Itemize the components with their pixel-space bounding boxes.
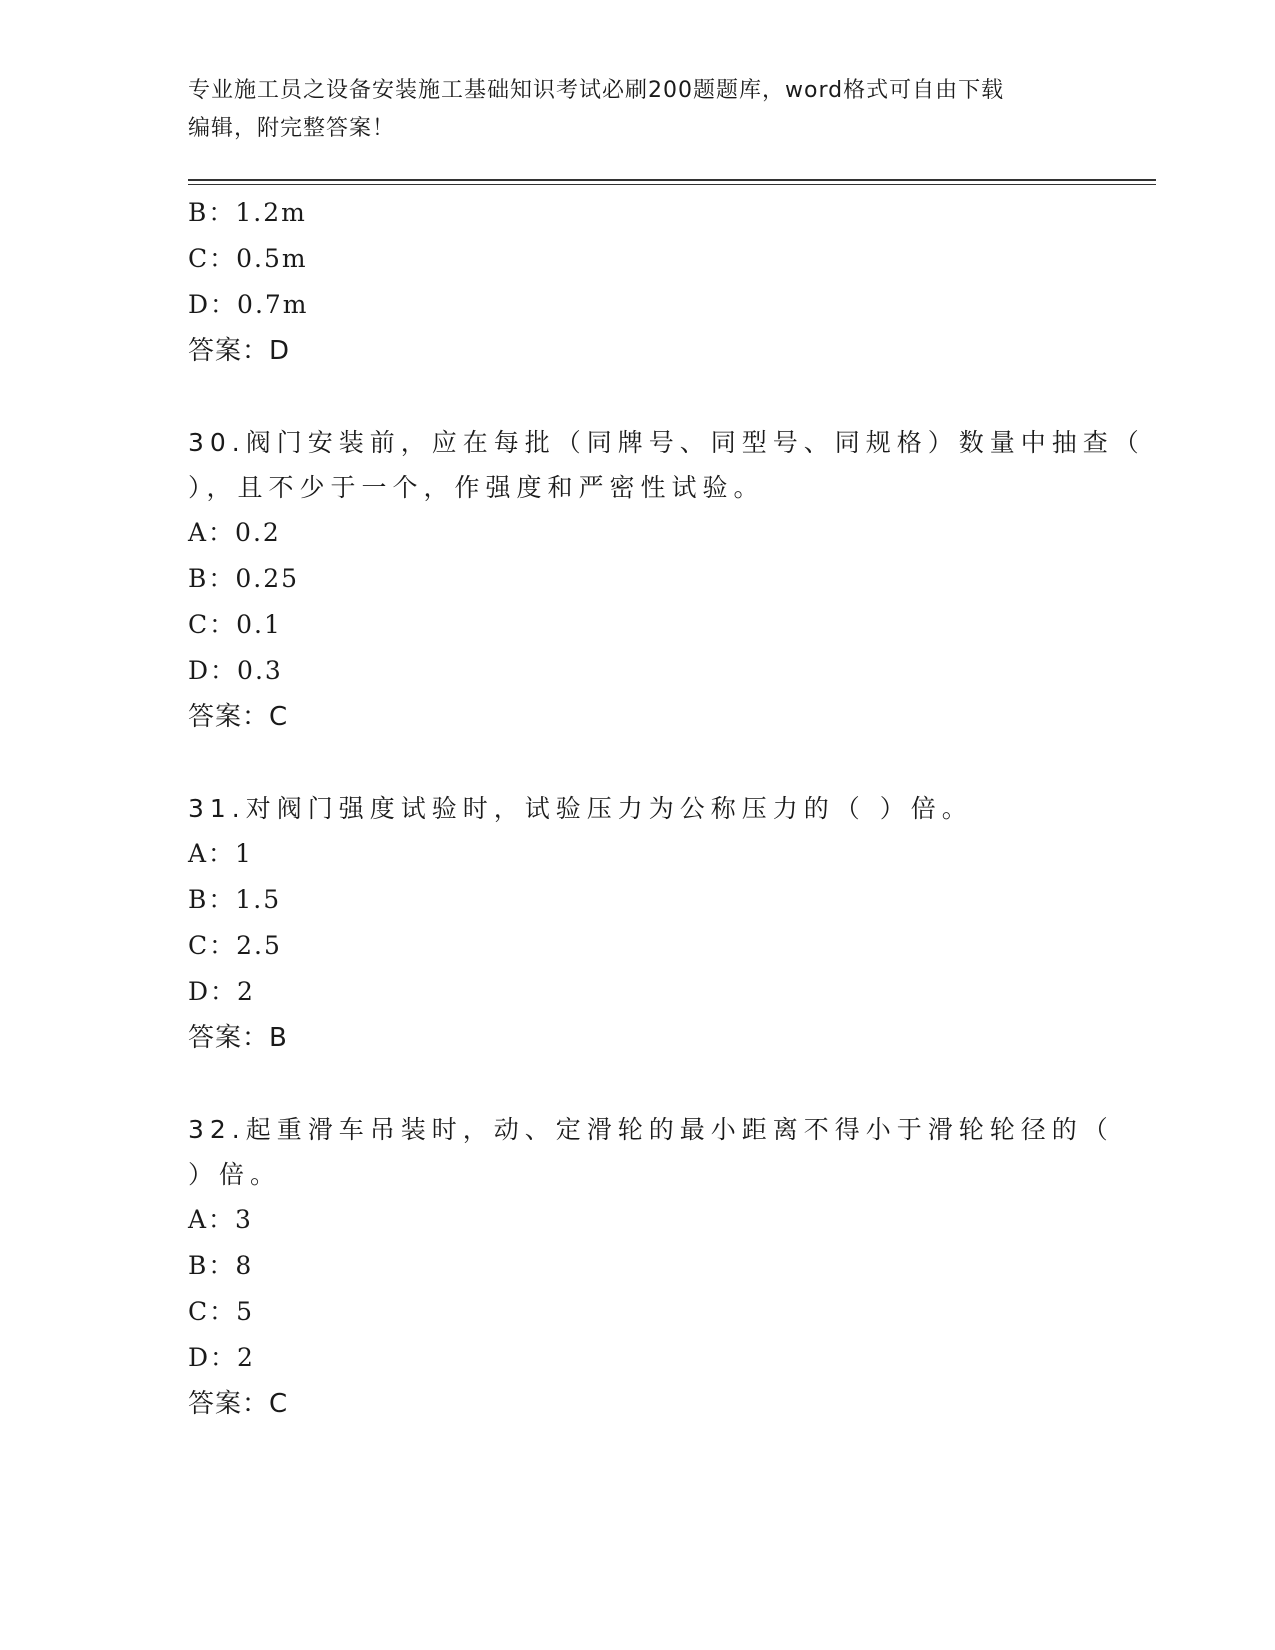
option-b: B：8 [188,1251,254,1280]
answer-line: 答案：B [188,1023,288,1053]
spacer [188,1061,1088,1107]
option-c: C：5 [188,1297,255,1326]
question-30 [188,420,1145,740]
option-d: D：0.7m [188,290,309,319]
question-text-line: ）倍。 [188,1160,282,1189]
question-text-line: 31.对阀门强度试验时，试验压力为公称压力的（ ）倍。 [188,794,973,823]
spacer [188,740,1088,786]
option-a: A：0.2 [188,518,281,547]
question-32 [188,1107,1114,1427]
header-divider-thick [188,179,1156,181]
previous-question-tail [188,190,1088,374]
option-b: B：0.25 [188,564,300,593]
spacer [188,374,1088,420]
option-d: D：2 [188,1343,255,1372]
answer-line: 答案：C [188,1389,289,1419]
question-31 [188,786,1088,1061]
question-text-line: ），且不少于一个，作强度和严密性试验。 [188,473,765,502]
answer-line: 答案：D [188,336,291,366]
header-title-line-1: 专业施工员之设备安装施工基础知识考试必刷200题题库，word格式可自由下载 [188,78,1005,103]
option-d: D：2 [188,977,255,1006]
header-divider-thin [188,184,1156,185]
option-c: C：0.5m [188,244,308,273]
question-text-line: 32.起重滑车吊装时，动、定滑轮的最小距离不得小于滑轮轮径的（ [188,1115,1114,1144]
option-a: A：1 [188,839,253,868]
question-list [188,190,1145,1427]
document-header [188,72,1088,148]
option-b: B：1.5 [188,885,282,914]
option-c: C：2.5 [188,931,282,960]
question-text-line: 30.阀门安装前，应在每批（同牌号、同型号、同规格）数量中抽查（ [188,428,1145,457]
option-b: B：1.2m [188,198,307,227]
option-c: C：0.1 [188,610,282,639]
answer-line: 答案：C [188,702,289,732]
option-d: D：0.3 [188,656,283,685]
header-title-line-2: 编辑，附完整答案！ [188,116,396,141]
option-a: A：3 [188,1205,253,1234]
